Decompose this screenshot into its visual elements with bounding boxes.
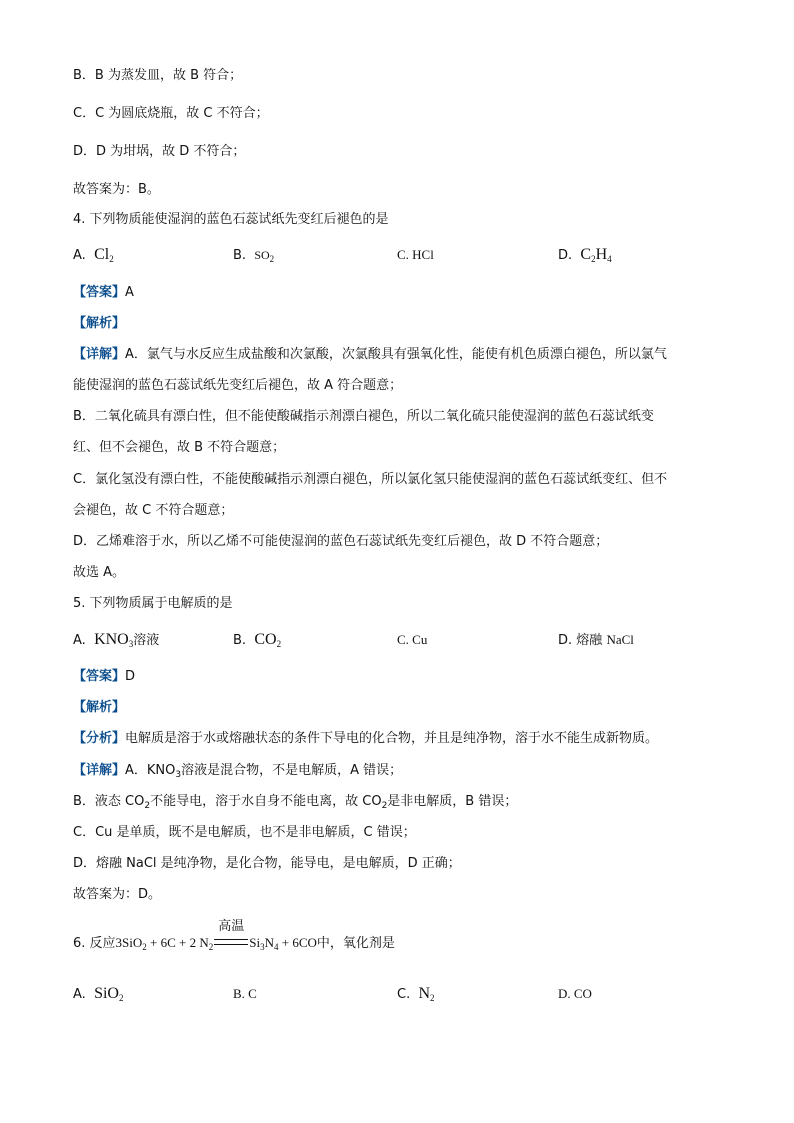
text-line: 故答案为：B。	[73, 182, 160, 197]
q6-option-b: B. C	[233, 986, 257, 1001]
q5-conclusion: 故答案为：D。	[73, 887, 162, 902]
q6-option-d: D. CO	[558, 986, 592, 1001]
reaction-arrow	[213, 918, 249, 952]
q4-answer: 【答案】A	[73, 285, 134, 300]
text-line: C．C 为圆底烧瓶，故 C 不符合；	[73, 106, 269, 121]
detail-tag: 【详解】	[73, 763, 126, 778]
question-4-stem: 4. 下列物质能使湿润的蓝色石蕊试纸先变红后褪色的是	[73, 212, 389, 227]
text-line: D．D 为坩埚，故 D 不符合；	[73, 144, 246, 159]
q4-analysis-heading: 【解析】	[73, 316, 126, 331]
q5-option-b: B. $CO_2$	[233, 631, 282, 649]
q5-detail-line: C．Cu 是单质，既不是电解质，也不是非电解质，C 错误；	[73, 825, 416, 840]
reaction-equation: 3SiO$_2$ + 6C + 2 $N_2$ 高温 $Si_3N_4 + 6CO$	[115, 918, 317, 952]
q4-detail-line: 【详解】A．氯气与水反应生成盐酸和次氯酸，次氯酸具有强氧化性，能使有机色质漂白褪色，所以氯气	[73, 347, 667, 362]
q5-detail-line: D．熔融 NaCl 是纯净物，是化合物，能导电，是电解质，D 正确；	[73, 856, 461, 871]
reaction-condition: 高温	[218, 918, 245, 933]
q4-option-a: A. $Cl_2$	[73, 246, 114, 264]
q4-detail-line: 能使湿润的蓝色石蕊试纸先变红后褪色，故 A 符合题意；	[73, 378, 403, 393]
q5-answer: 【答案】D	[73, 669, 136, 684]
q5-option-a: A. $KNO_3$溶液	[73, 631, 160, 649]
q4-detail-line: 红、但不会褪色，故 B 不符合题意；	[73, 440, 286, 455]
q6-option-c: C. $N_2$	[397, 985, 435, 1003]
q4-option-c: C. HCl	[397, 247, 434, 262]
q4-detail-line: C．氯化氢没有漂白性，不能使酸碱指示剂漂白褪色，所以氯化氢只能使湿润的蓝色石蕊试纸变红、但不	[73, 472, 668, 487]
q4-detail-line: B．二氧化硫具有漂白性，但不能使酸碱指示剂漂白褪色，所以二氧化硫只能使湿润的蓝色石蕊试纸变	[73, 409, 654, 424]
q5-detail-line: B．液态 $CO_2$不能导电，溶于水自身不能电离，故 $CO_2$是非电解质，B 错误；	[73, 794, 518, 811]
q5-option-c: C. Cu	[397, 632, 428, 647]
q4-option-b: B. $SO_2$	[233, 248, 275, 264]
q5-analysis-line: 【分析】电解质是溶于水或熔融状态的条件下导电的化合物，并且是纯净物，溶于水不能生成新物质。	[73, 731, 659, 746]
q5-detail-line: 【详解】A．$KNO_3$溶液是混合物，不是电解质，A 错误；	[73, 763, 403, 780]
q4-conclusion: 故选 A。	[73, 565, 126, 580]
q4-detail-line: D．乙烯难溶于水，所以乙烯不可能使湿润的蓝色石蕊试纸先变红后褪色，故 D 不符合题意；	[73, 534, 609, 549]
analysis-tag: 【分析】	[73, 731, 126, 746]
q5-analysis-heading: 【解析】	[73, 700, 126, 715]
text-line: B．B 为蒸发皿，故 B 符合；	[73, 68, 243, 83]
question-5-stem: 5. 下列物质属于电解质的是	[73, 596, 233, 611]
q4-option-d: D. $C_2H_4$	[558, 246, 612, 264]
q4-detail-line: 会褪色，故 C 不符合题意；	[73, 503, 234, 518]
question-6-stem: 6. 反应3SiO$_2$ + 6C + 2 $N_2$ 高温 $Si_3N_4 + 6CO$中，氧化剂是	[73, 918, 395, 952]
q5-option-d: D. 熔融 NaCl	[558, 632, 634, 648]
detail-tag: 【详解】	[73, 347, 126, 362]
answer-tag: 【答案】	[73, 285, 126, 300]
q6-option-a: A. SiO$_2$	[73, 985, 124, 1003]
answer-tag: 【答案】	[73, 669, 126, 684]
